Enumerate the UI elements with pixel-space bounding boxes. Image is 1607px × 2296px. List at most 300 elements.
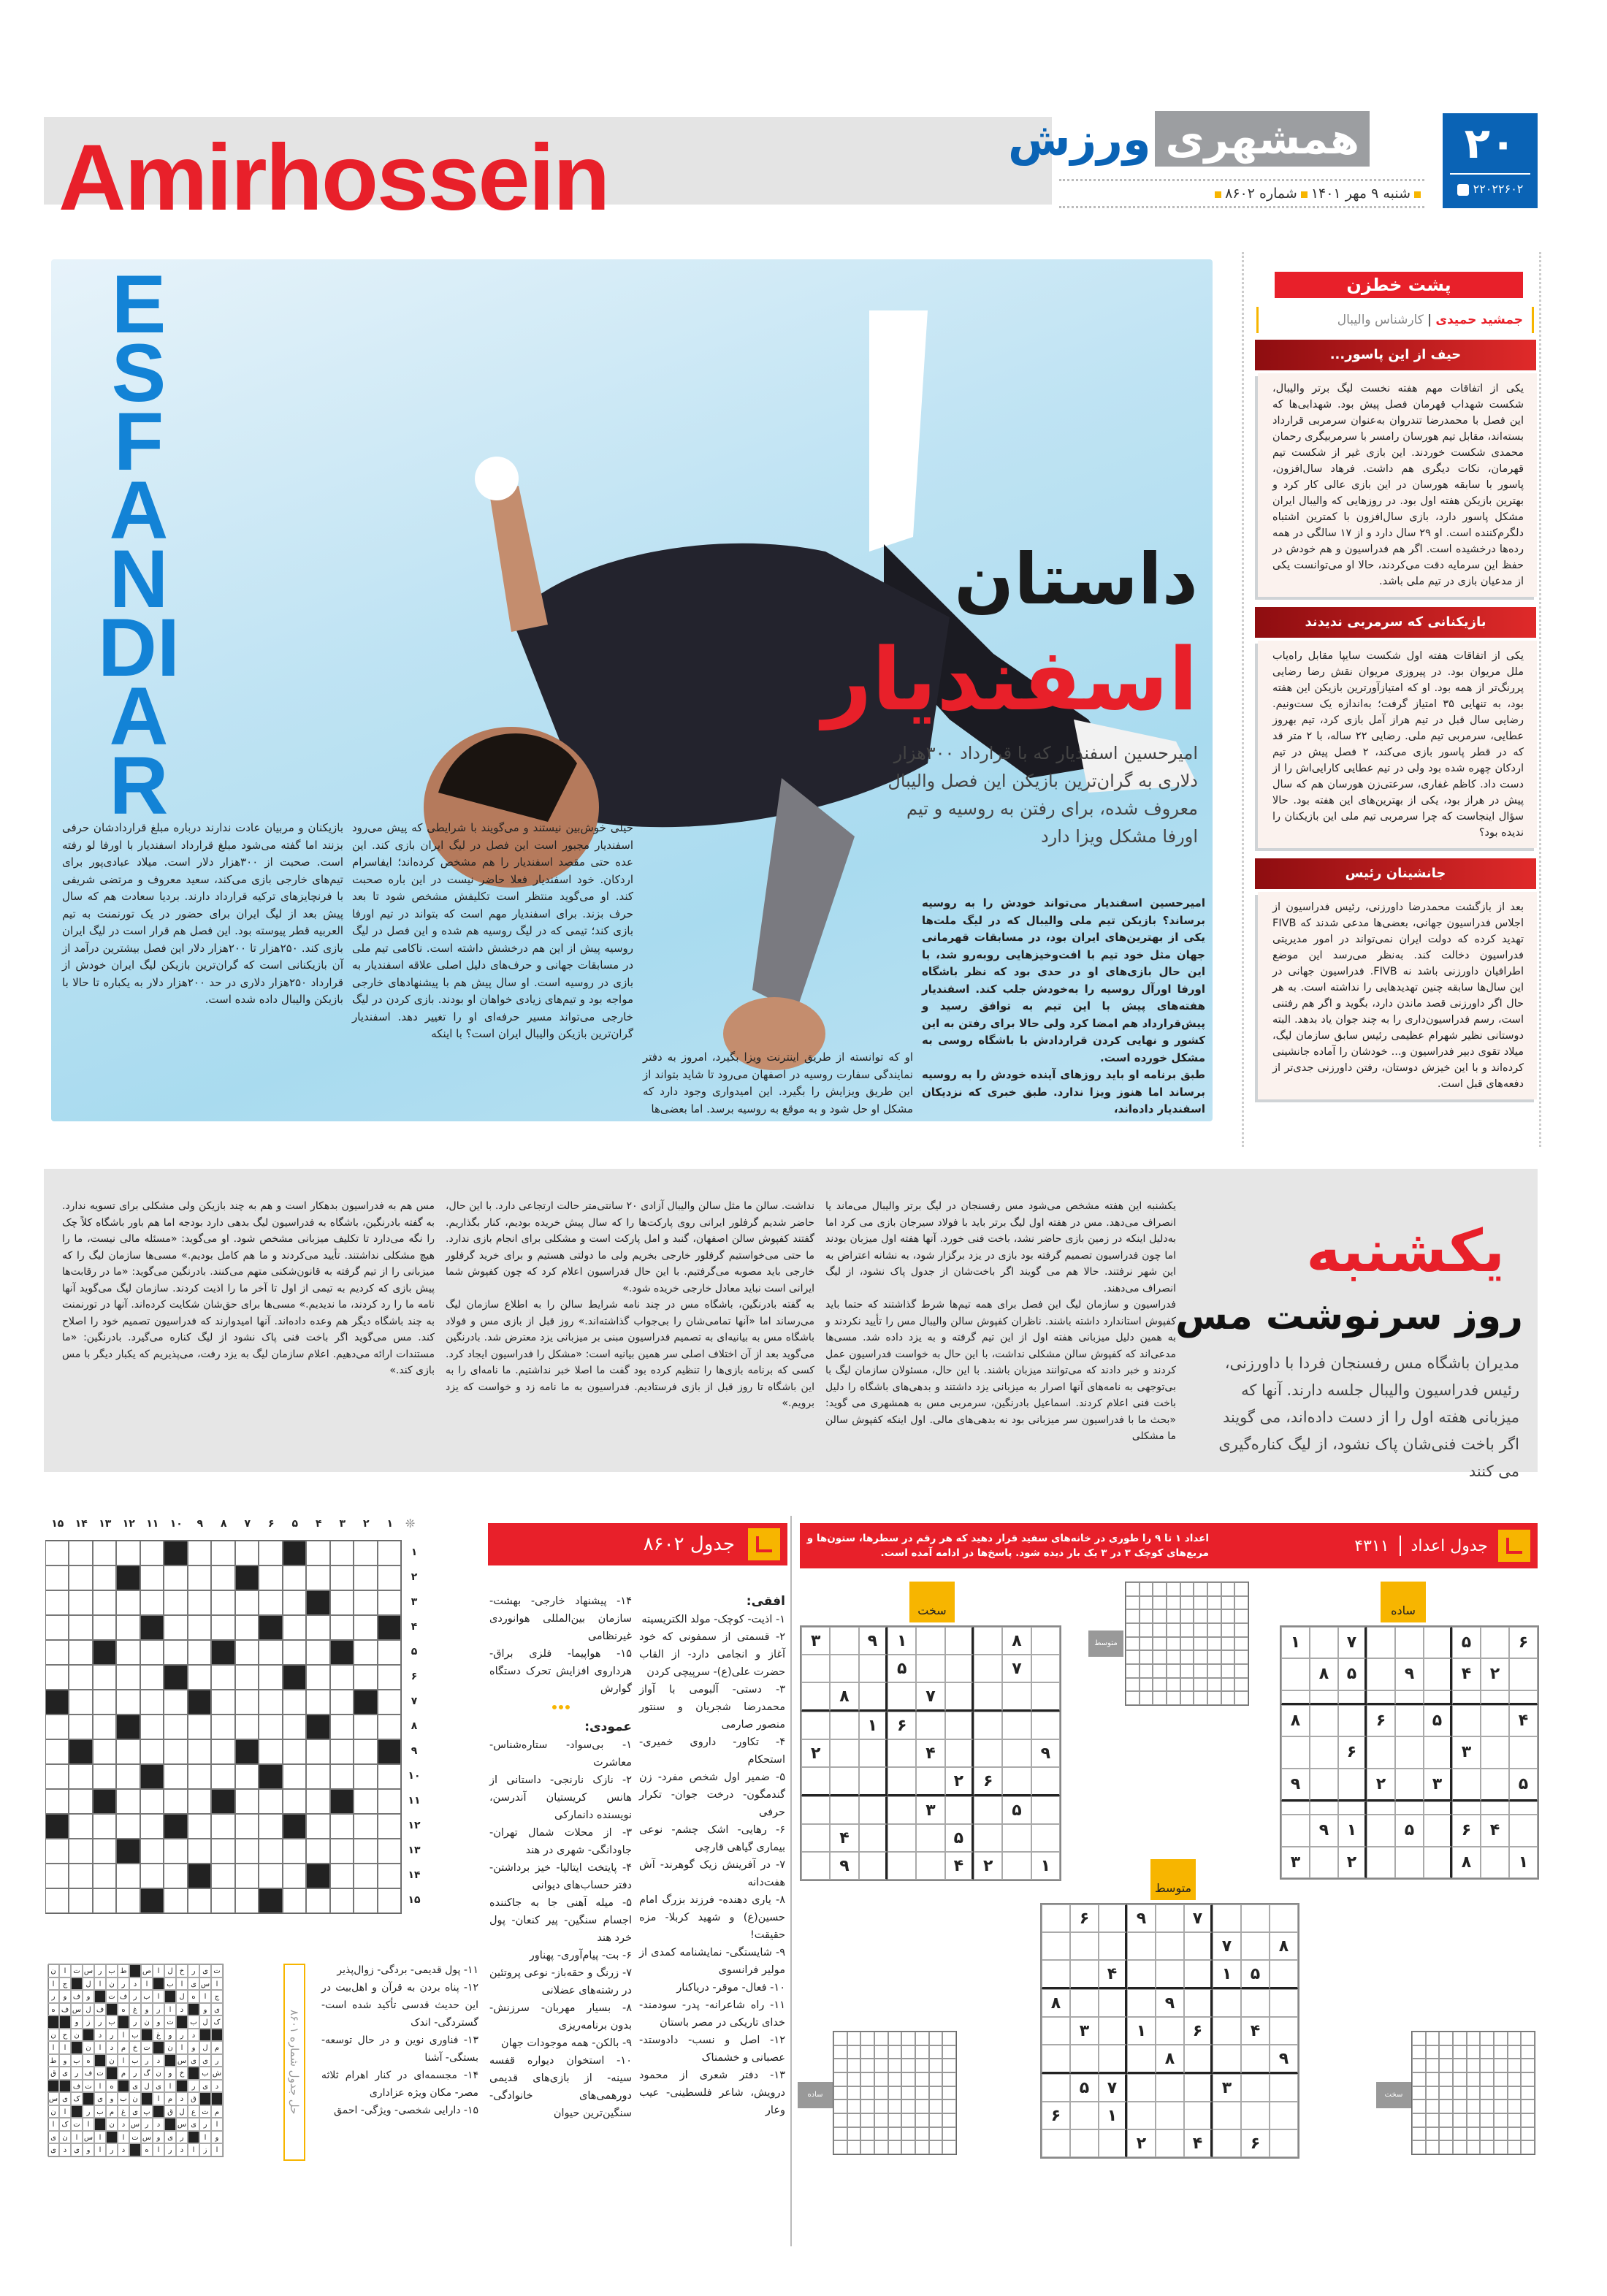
crossword-cell[interactable] bbox=[330, 1565, 354, 1590]
crossword-cell[interactable] bbox=[188, 1640, 212, 1665]
crossword-cell[interactable] bbox=[378, 1789, 402, 1814]
crossword-cell[interactable] bbox=[116, 1640, 140, 1665]
crossword-cell[interactable] bbox=[378, 1864, 402, 1888]
crossword-cell[interactable] bbox=[354, 1665, 378, 1690]
sudoku-empty-cell[interactable] bbox=[1424, 1801, 1452, 1815]
crossword-cell[interactable] bbox=[235, 1615, 259, 1640]
crossword-cell[interactable] bbox=[45, 1739, 69, 1764]
sudoku-empty-cell[interactable] bbox=[1424, 1847, 1452, 1878]
sudoku-empty-cell[interactable] bbox=[1070, 2129, 1099, 2157]
crossword-cell[interactable] bbox=[140, 1565, 164, 1590]
crossword-cell[interactable] bbox=[164, 1864, 188, 1888]
sudoku-empty-cell[interactable] bbox=[1070, 1960, 1099, 1989]
sudoku-empty-cell[interactable] bbox=[1042, 2045, 1070, 2074]
crossword-cell[interactable] bbox=[211, 1690, 235, 1715]
newspaper-logo[interactable] bbox=[1008, 110, 1432, 168]
sudoku-empty-cell[interactable] bbox=[974, 1682, 1002, 1712]
crossword-cell[interactable] bbox=[93, 1888, 117, 1913]
crossword-cell[interactable] bbox=[188, 1615, 212, 1640]
sudoku-empty-cell[interactable] bbox=[830, 1712, 858, 1739]
crossword-cell[interactable] bbox=[188, 1888, 212, 1913]
sudoku-empty-cell[interactable] bbox=[1270, 1904, 1298, 1932]
sudoku-empty-cell[interactable] bbox=[1338, 1690, 1367, 1705]
sudoku-empty-cell[interactable] bbox=[1281, 1658, 1310, 1690]
sudoku-easy-grid[interactable] bbox=[1280, 1625, 1539, 1880]
sudoku-empty-cell[interactable] bbox=[1241, 1932, 1270, 1960]
sudoku-empty-cell[interactable] bbox=[830, 1796, 858, 1824]
crossword-cell[interactable] bbox=[283, 1590, 307, 1615]
crossword-cell[interactable] bbox=[354, 1590, 378, 1615]
sudoku-empty-cell[interactable] bbox=[1241, 2045, 1270, 2074]
crossword-cell[interactable] bbox=[378, 1814, 402, 1839]
sudoku-empty-cell[interactable] bbox=[1031, 1712, 1060, 1739]
crossword-cell[interactable] bbox=[259, 1864, 283, 1888]
sudoku-empty-cell[interactable] bbox=[1127, 2074, 1156, 2102]
sudoku-empty-cell[interactable] bbox=[1310, 1690, 1338, 1705]
sudoku-empty-cell[interactable] bbox=[1481, 1847, 1509, 1878]
crossword-cell[interactable] bbox=[140, 1739, 164, 1764]
sudoku-empty-cell[interactable] bbox=[1395, 1736, 1424, 1768]
crossword-cell[interactable] bbox=[164, 1590, 188, 1615]
crossword-cell[interactable] bbox=[164, 1888, 188, 1913]
crossword-cell[interactable] bbox=[259, 1715, 283, 1739]
sudoku-empty-cell[interactable] bbox=[859, 1739, 888, 1767]
crossword-cell[interactable] bbox=[283, 1640, 307, 1665]
crossword-cell[interactable] bbox=[45, 1764, 69, 1789]
crossword-cell[interactable] bbox=[330, 1839, 354, 1864]
crossword-cell[interactable] bbox=[211, 1888, 235, 1913]
sudoku-empty-cell[interactable] bbox=[1509, 1658, 1538, 1690]
sudoku-empty-cell[interactable] bbox=[1031, 1824, 1060, 1852]
crossword-cell[interactable] bbox=[45, 1640, 69, 1665]
sudoku-empty-cell[interactable] bbox=[1184, 1989, 1213, 2017]
crossword-cell[interactable] bbox=[330, 1541, 354, 1565]
sudoku-empty-cell[interactable] bbox=[1481, 1627, 1509, 1658]
sudoku-empty-cell[interactable] bbox=[1452, 1690, 1481, 1705]
sudoku-empty-cell[interactable] bbox=[916, 1655, 944, 1682]
sudoku-medium-grid[interactable] bbox=[1040, 1903, 1299, 2159]
sudoku-empty-cell[interactable] bbox=[1156, 1960, 1184, 1989]
crossword-cell[interactable] bbox=[354, 1864, 378, 1888]
sudoku-empty-cell[interactable] bbox=[859, 1682, 888, 1712]
crossword-cell[interactable] bbox=[164, 1615, 188, 1640]
sudoku-empty-cell[interactable] bbox=[1042, 1960, 1070, 1989]
sudoku-empty-cell[interactable] bbox=[1042, 2017, 1070, 2045]
sudoku-empty-cell[interactable] bbox=[801, 1682, 830, 1712]
sudoku-empty-cell[interactable] bbox=[1281, 1690, 1310, 1705]
crossword-cell[interactable] bbox=[306, 1814, 330, 1839]
crossword-cell[interactable] bbox=[306, 1839, 330, 1864]
sudoku-empty-cell[interactable] bbox=[1424, 1658, 1452, 1690]
crossword-cell[interactable] bbox=[330, 1715, 354, 1739]
crossword-cell[interactable] bbox=[164, 1565, 188, 1590]
sudoku-empty-cell[interactable] bbox=[1127, 1960, 1156, 1989]
sudoku-empty-cell[interactable] bbox=[1281, 1801, 1310, 1815]
crossword-cell[interactable] bbox=[140, 1690, 164, 1715]
crossword-cell[interactable] bbox=[93, 1690, 117, 1715]
sudoku-empty-cell[interactable] bbox=[1395, 1705, 1424, 1736]
crossword-cell[interactable] bbox=[259, 1789, 283, 1814]
sudoku-empty-cell[interactable] bbox=[1310, 1705, 1338, 1736]
sudoku-empty-cell[interactable] bbox=[1241, 2074, 1270, 2102]
crossword-cell[interactable] bbox=[259, 1565, 283, 1590]
crossword-cell[interactable] bbox=[69, 1839, 93, 1864]
sudoku-empty-cell[interactable] bbox=[1281, 1815, 1310, 1846]
crossword-cell[interactable] bbox=[93, 1715, 117, 1739]
crossword-cell[interactable] bbox=[378, 1665, 402, 1690]
crossword-cell[interactable] bbox=[116, 1690, 140, 1715]
sudoku-empty-cell[interactable] bbox=[1156, 1932, 1184, 1960]
crossword-cell[interactable] bbox=[211, 1590, 235, 1615]
crossword-cell[interactable] bbox=[188, 1590, 212, 1615]
crossword-cell[interactable] bbox=[69, 1690, 93, 1715]
sudoku-empty-cell[interactable] bbox=[1367, 1690, 1395, 1705]
crossword-cell[interactable] bbox=[283, 1739, 307, 1764]
sudoku-empty-cell[interactable] bbox=[1481, 1801, 1509, 1815]
crossword-cell[interactable] bbox=[235, 1789, 259, 1814]
sudoku-empty-cell[interactable] bbox=[830, 1739, 858, 1767]
crossword-cell[interactable] bbox=[116, 1590, 140, 1615]
crossword-cell[interactable] bbox=[306, 1541, 330, 1565]
sudoku-empty-cell[interactable] bbox=[1338, 1705, 1367, 1736]
crossword-cell[interactable] bbox=[354, 1888, 378, 1913]
crossword-cell[interactable] bbox=[69, 1864, 93, 1888]
sudoku-empty-cell[interactable] bbox=[859, 1655, 888, 1682]
sudoku-empty-cell[interactable] bbox=[974, 1655, 1002, 1682]
crossword-cell[interactable] bbox=[45, 1789, 69, 1814]
crossword-cell[interactable] bbox=[306, 1888, 330, 1913]
sudoku-empty-cell[interactable] bbox=[1367, 1658, 1395, 1690]
sudoku-empty-cell[interactable] bbox=[1070, 1989, 1099, 2017]
sudoku-empty-cell[interactable] bbox=[974, 1627, 1002, 1655]
crossword-cell[interactable] bbox=[69, 1565, 93, 1590]
crossword-cell[interactable] bbox=[259, 1541, 283, 1565]
crossword-cell[interactable] bbox=[188, 1541, 212, 1565]
sudoku-empty-cell[interactable] bbox=[1002, 1739, 1031, 1767]
crossword-cell[interactable] bbox=[354, 1715, 378, 1739]
crossword-cell[interactable] bbox=[330, 1615, 354, 1640]
sudoku-empty-cell[interactable] bbox=[916, 1712, 944, 1739]
sudoku-empty-cell[interactable] bbox=[1509, 1801, 1538, 1815]
crossword-cell[interactable] bbox=[69, 1590, 93, 1615]
sudoku-empty-cell[interactable] bbox=[1213, 2045, 1241, 2074]
crossword-cell[interactable] bbox=[330, 1590, 354, 1615]
crossword-cell[interactable] bbox=[235, 1839, 259, 1864]
crossword-cell[interactable] bbox=[140, 1665, 164, 1690]
sudoku-empty-cell[interactable] bbox=[1042, 1904, 1070, 1932]
sudoku-empty-cell[interactable] bbox=[801, 1712, 830, 1739]
crossword-cell[interactable] bbox=[211, 1864, 235, 1888]
sudoku-empty-cell[interactable] bbox=[1002, 1824, 1031, 1852]
crossword-cell[interactable] bbox=[259, 1814, 283, 1839]
sudoku-empty-cell[interactable] bbox=[1367, 1736, 1395, 1768]
crossword-cell[interactable] bbox=[211, 1665, 235, 1690]
crossword-grid[interactable] bbox=[45, 1540, 402, 1914]
crossword-cell[interactable] bbox=[188, 1715, 212, 1739]
sudoku-empty-cell[interactable] bbox=[1156, 2074, 1184, 2102]
crossword-cell[interactable] bbox=[93, 1839, 117, 1864]
crossword-cell[interactable] bbox=[330, 1864, 354, 1888]
crossword-cell[interactable] bbox=[283, 1715, 307, 1739]
crossword-cell[interactable] bbox=[354, 1839, 378, 1864]
sudoku-empty-cell[interactable] bbox=[801, 1796, 830, 1824]
crossword-cell[interactable] bbox=[259, 1839, 283, 1864]
crossword-cell[interactable] bbox=[116, 1764, 140, 1789]
crossword-cell[interactable] bbox=[140, 1814, 164, 1839]
crossword-cell[interactable] bbox=[378, 1541, 402, 1565]
crossword-cell[interactable] bbox=[45, 1665, 69, 1690]
sudoku-empty-cell[interactable] bbox=[1338, 1801, 1367, 1815]
crossword-cell[interactable] bbox=[235, 1864, 259, 1888]
sudoku-empty-cell[interactable] bbox=[1395, 1801, 1424, 1815]
sudoku-empty-cell[interactable] bbox=[1042, 2129, 1070, 2157]
sudoku-empty-cell[interactable] bbox=[1156, 2129, 1184, 2157]
crossword-cell[interactable] bbox=[93, 1739, 117, 1764]
sudoku-empty-cell[interactable] bbox=[888, 1739, 916, 1767]
crossword-cell[interactable] bbox=[69, 1615, 93, 1640]
sudoku-empty-cell[interactable] bbox=[1184, 2045, 1213, 2074]
crossword-cell[interactable] bbox=[188, 1739, 212, 1764]
crossword-cell[interactable] bbox=[93, 1590, 117, 1615]
sudoku-empty-cell[interactable] bbox=[916, 1824, 944, 1852]
crossword-cell[interactable] bbox=[283, 1764, 307, 1789]
sudoku-empty-cell[interactable] bbox=[974, 1824, 1002, 1852]
sudoku-empty-cell[interactable] bbox=[1241, 2102, 1270, 2129]
crossword-cell[interactable] bbox=[188, 1789, 212, 1814]
crossword-cell[interactable] bbox=[140, 1864, 164, 1888]
crossword-cell[interactable] bbox=[354, 1764, 378, 1789]
sudoku-empty-cell[interactable] bbox=[1310, 1847, 1338, 1878]
crossword-cell[interactable] bbox=[164, 1640, 188, 1665]
sudoku-empty-cell[interactable] bbox=[1213, 2017, 1241, 2045]
crossword-cell[interactable] bbox=[164, 1764, 188, 1789]
sudoku-empty-cell[interactable] bbox=[1509, 1690, 1538, 1705]
sudoku-empty-cell[interactable] bbox=[859, 1852, 888, 1880]
crossword-cell[interactable] bbox=[93, 1814, 117, 1839]
crossword-cell[interactable] bbox=[116, 1864, 140, 1888]
sudoku-empty-cell[interactable] bbox=[801, 1767, 830, 1796]
crossword-cell[interactable] bbox=[69, 1665, 93, 1690]
crossword-cell[interactable] bbox=[330, 1665, 354, 1690]
crossword-cell[interactable] bbox=[306, 1764, 330, 1789]
sudoku-empty-cell[interactable] bbox=[974, 1796, 1002, 1824]
crossword-cell[interactable] bbox=[235, 1715, 259, 1739]
crossword-cell[interactable] bbox=[69, 1715, 93, 1739]
crossword-cell[interactable] bbox=[45, 1541, 69, 1565]
crossword-cell[interactable] bbox=[306, 1615, 330, 1640]
sudoku-empty-cell[interactable] bbox=[888, 1824, 916, 1852]
sudoku-empty-cell[interactable] bbox=[1367, 1847, 1395, 1878]
crossword-cell[interactable] bbox=[306, 1665, 330, 1690]
sudoku-empty-cell[interactable] bbox=[1184, 1932, 1213, 1960]
sudoku-empty-cell[interactable] bbox=[1424, 1627, 1452, 1658]
crossword-cell[interactable] bbox=[330, 1739, 354, 1764]
crossword-cell[interactable] bbox=[93, 1565, 117, 1590]
crossword-cell[interactable] bbox=[378, 1888, 402, 1913]
sudoku-empty-cell[interactable] bbox=[974, 1712, 1002, 1739]
sudoku-empty-cell[interactable] bbox=[1481, 1705, 1509, 1736]
sudoku-empty-cell[interactable] bbox=[1481, 1690, 1509, 1705]
sudoku-empty-cell[interactable] bbox=[1281, 1736, 1310, 1768]
sudoku-empty-cell[interactable] bbox=[1127, 1932, 1156, 1960]
crossword-cell[interactable] bbox=[140, 1640, 164, 1665]
crossword-cell[interactable] bbox=[354, 1565, 378, 1590]
sudoku-empty-cell[interactable] bbox=[945, 1739, 974, 1767]
crossword-cell[interactable] bbox=[45, 1615, 69, 1640]
crossword-cell[interactable] bbox=[235, 1814, 259, 1839]
crossword-cell[interactable] bbox=[69, 1789, 93, 1814]
crossword-cell[interactable] bbox=[330, 1764, 354, 1789]
sudoku-empty-cell[interactable] bbox=[916, 1852, 944, 1880]
sudoku-empty-cell[interactable] bbox=[1367, 1815, 1395, 1846]
sudoku-empty-cell[interactable] bbox=[1002, 1767, 1031, 1796]
sudoku-empty-cell[interactable] bbox=[1099, 2017, 1127, 2045]
sudoku-empty-cell[interactable] bbox=[1031, 1767, 1060, 1796]
sudoku-empty-cell[interactable] bbox=[1452, 1801, 1481, 1815]
sudoku-empty-cell[interactable] bbox=[1241, 1989, 1270, 2017]
sudoku-hard-grid[interactable] bbox=[800, 1625, 1061, 1881]
sudoku-empty-cell[interactable] bbox=[1127, 2102, 1156, 2129]
sudoku-empty-cell[interactable] bbox=[1070, 2102, 1099, 2129]
sudoku-empty-cell[interactable] bbox=[1241, 1904, 1270, 1932]
sudoku-empty-cell[interactable] bbox=[1184, 1960, 1213, 1989]
sudoku-empty-cell[interactable] bbox=[974, 1739, 1002, 1767]
sudoku-empty-cell[interactable] bbox=[1395, 1690, 1424, 1705]
sudoku-empty-cell[interactable] bbox=[888, 1767, 916, 1796]
sudoku-empty-cell[interactable] bbox=[1310, 1627, 1338, 1658]
crossword-cell[interactable] bbox=[330, 1888, 354, 1913]
sudoku-empty-cell[interactable] bbox=[945, 1682, 974, 1712]
crossword-cell[interactable] bbox=[93, 1541, 117, 1565]
crossword-cell[interactable] bbox=[93, 1665, 117, 1690]
sudoku-empty-cell[interactable] bbox=[1481, 1736, 1509, 1768]
crossword-cell[interactable] bbox=[378, 1640, 402, 1665]
sudoku-empty-cell[interactable] bbox=[1270, 2102, 1298, 2129]
sudoku-empty-cell[interactable] bbox=[830, 1655, 858, 1682]
sudoku-empty-cell[interactable] bbox=[1310, 1801, 1338, 1815]
crossword-cell[interactable] bbox=[235, 1541, 259, 1565]
crossword-cell[interactable] bbox=[259, 1640, 283, 1665]
crossword-cell[interactable] bbox=[93, 1864, 117, 1888]
sudoku-empty-cell[interactable] bbox=[1002, 1682, 1031, 1712]
crossword-cell[interactable] bbox=[378, 1764, 402, 1789]
crossword-cell[interactable] bbox=[211, 1715, 235, 1739]
sudoku-empty-cell[interactable] bbox=[859, 1796, 888, 1824]
crossword-cell[interactable] bbox=[330, 1814, 354, 1839]
crossword-cell[interactable] bbox=[283, 1789, 307, 1814]
crossword-cell[interactable] bbox=[69, 1541, 93, 1565]
crossword-cell[interactable] bbox=[211, 1839, 235, 1864]
sudoku-empty-cell[interactable] bbox=[1031, 1627, 1060, 1655]
sudoku-empty-cell[interactable] bbox=[1270, 2074, 1298, 2102]
crossword-cell[interactable] bbox=[378, 1715, 402, 1739]
crossword-cell[interactable] bbox=[354, 1615, 378, 1640]
crossword-cell[interactable] bbox=[306, 1690, 330, 1715]
sudoku-empty-cell[interactable] bbox=[1395, 1627, 1424, 1658]
crossword-cell[interactable] bbox=[69, 1764, 93, 1789]
sudoku-empty-cell[interactable] bbox=[1367, 1801, 1395, 1815]
crossword-cell[interactable] bbox=[211, 1615, 235, 1640]
sudoku-empty-cell[interactable] bbox=[945, 1712, 974, 1739]
sudoku-empty-cell[interactable] bbox=[1127, 1989, 1156, 2017]
crossword-cell[interactable] bbox=[283, 1864, 307, 1888]
sudoku-empty-cell[interactable] bbox=[1031, 1796, 1060, 1824]
sudoku-empty-cell[interactable] bbox=[888, 1852, 916, 1880]
sudoku-empty-cell[interactable] bbox=[916, 1767, 944, 1796]
sudoku-empty-cell[interactable] bbox=[945, 1627, 974, 1655]
crossword-cell[interactable] bbox=[211, 1764, 235, 1789]
sudoku-empty-cell[interactable] bbox=[1395, 1769, 1424, 1801]
crossword-cell[interactable] bbox=[116, 1888, 140, 1913]
sudoku-empty-cell[interactable] bbox=[1002, 1852, 1031, 1880]
sudoku-empty-cell[interactable] bbox=[1481, 1769, 1509, 1801]
crossword-cell[interactable] bbox=[188, 1665, 212, 1690]
sudoku-empty-cell[interactable] bbox=[1002, 1712, 1031, 1739]
sudoku-empty-cell[interactable] bbox=[1270, 2017, 1298, 2045]
crossword-cell[interactable] bbox=[235, 1640, 259, 1665]
crossword-cell[interactable] bbox=[306, 1565, 330, 1590]
crossword-cell[interactable] bbox=[140, 1590, 164, 1615]
crossword-cell[interactable] bbox=[69, 1888, 93, 1913]
crossword-cell[interactable] bbox=[283, 1565, 307, 1590]
crossword-cell[interactable] bbox=[164, 1739, 188, 1764]
crossword-cell[interactable] bbox=[164, 1789, 188, 1814]
crossword-cell[interactable] bbox=[259, 1690, 283, 1715]
crossword-cell[interactable] bbox=[211, 1739, 235, 1764]
sudoku-empty-cell[interactable] bbox=[888, 1682, 916, 1712]
sudoku-empty-cell[interactable] bbox=[1310, 1736, 1338, 1768]
sudoku-empty-cell[interactable] bbox=[1099, 1904, 1127, 1932]
crossword-cell[interactable] bbox=[116, 1665, 140, 1690]
sudoku-empty-cell[interactable] bbox=[801, 1852, 830, 1880]
sudoku-empty-cell[interactable] bbox=[1156, 1904, 1184, 1932]
sudoku-empty-cell[interactable] bbox=[1452, 1705, 1481, 1736]
crossword-cell[interactable] bbox=[306, 1640, 330, 1665]
sudoku-empty-cell[interactable] bbox=[1424, 1690, 1452, 1705]
sudoku-empty-cell[interactable] bbox=[1031, 1655, 1060, 1682]
sudoku-empty-cell[interactable] bbox=[859, 1824, 888, 1852]
crossword-cell[interactable] bbox=[140, 1789, 164, 1814]
sudoku-empty-cell[interactable] bbox=[1099, 2129, 1127, 2157]
crossword-cell[interactable] bbox=[306, 1739, 330, 1764]
sudoku-empty-cell[interactable] bbox=[1395, 1847, 1424, 1878]
crossword-cell[interactable] bbox=[378, 1565, 402, 1590]
crossword-cell[interactable] bbox=[211, 1541, 235, 1565]
sudoku-empty-cell[interactable] bbox=[830, 1767, 858, 1796]
crossword-cell[interactable] bbox=[259, 1739, 283, 1764]
crossword-cell[interactable] bbox=[69, 1640, 93, 1665]
crossword-cell[interactable] bbox=[116, 1789, 140, 1814]
crossword-cell[interactable] bbox=[235, 1888, 259, 1913]
crossword-cell[interactable] bbox=[188, 1565, 212, 1590]
sudoku-empty-cell[interactable] bbox=[1184, 2074, 1213, 2102]
sudoku-empty-cell[interactable] bbox=[801, 1824, 830, 1852]
crossword-cell[interactable] bbox=[259, 1590, 283, 1615]
sudoku-empty-cell[interactable] bbox=[1042, 2074, 1070, 2102]
crossword-cell[interactable] bbox=[116, 1615, 140, 1640]
crossword-cell[interactable] bbox=[235, 1690, 259, 1715]
sudoku-empty-cell[interactable] bbox=[859, 1767, 888, 1796]
sudoku-empty-cell[interactable] bbox=[1338, 1769, 1367, 1801]
sudoku-empty-cell[interactable] bbox=[1213, 1989, 1241, 2017]
sudoku-empty-cell[interactable] bbox=[1213, 1904, 1241, 1932]
crossword-cell[interactable] bbox=[116, 1739, 140, 1764]
sudoku-empty-cell[interactable] bbox=[1213, 2102, 1241, 2129]
sudoku-empty-cell[interactable] bbox=[1156, 2102, 1184, 2129]
sudoku-empty-cell[interactable] bbox=[1099, 1932, 1127, 1960]
crossword-cell[interactable] bbox=[164, 1715, 188, 1739]
crossword-cell[interactable] bbox=[378, 1839, 402, 1864]
